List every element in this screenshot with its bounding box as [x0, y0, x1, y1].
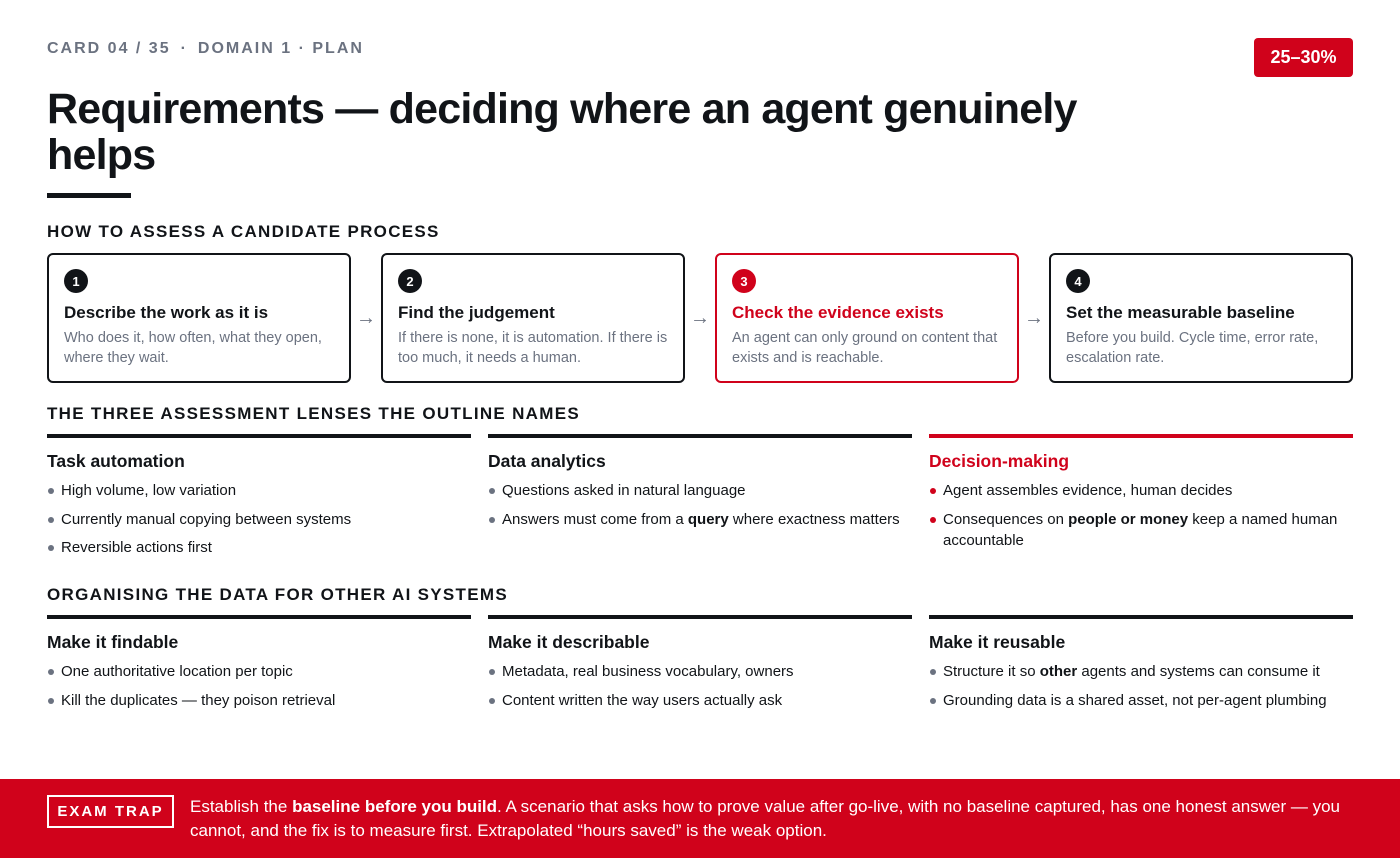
- arrow-right-icon: →: [690, 307, 710, 329]
- step-title: Find the judgement: [398, 303, 555, 322]
- column-title: Make it reusable: [929, 632, 1066, 652]
- text-run: Currently manual copying between systems: [61, 510, 352, 528]
- organise-column: [929, 615, 1353, 718]
- meta-separator: ·: [180, 40, 188, 57]
- arrow-right-icon: →: [356, 307, 376, 329]
- step-number: 2: [398, 269, 422, 293]
- step-card-1: [47, 253, 351, 383]
- text-run: Structure it so: [943, 663, 1040, 680]
- column-title: Make it describable: [488, 632, 650, 652]
- step-description: Before you build. Cycle time, error rate, escalation rate.: [1066, 330, 1319, 366]
- step-number: 4: [1066, 269, 1090, 293]
- list-item: [929, 480, 1353, 501]
- column-title: Decision-making: [929, 451, 1070, 471]
- column-title: Task automation: [47, 451, 185, 471]
- step-description: Who does it, how often, what they open, where they wait.: [64, 330, 322, 366]
- exam-trap-label: EXAM TRAP: [47, 795, 174, 828]
- text-run: One authoritative location per topic: [61, 663, 293, 680]
- text-run: Questions asked in natural language: [502, 482, 746, 499]
- exam-trap-banner: [0, 779, 1400, 858]
- list-item: [488, 480, 912, 501]
- lens-column: [47, 434, 471, 566]
- list-item: [488, 690, 912, 711]
- list-item: [929, 690, 1353, 711]
- emphasis-text: other: [1039, 663, 1078, 680]
- step-number: 1: [64, 269, 88, 293]
- assessment-steps: [47, 253, 1353, 383]
- text-run: keep a named human accountable: [943, 510, 1338, 549]
- step-title: Describe the work as it is: [64, 303, 269, 322]
- text-run: Metadata, real business vocabulary, owners: [502, 663, 794, 680]
- lens-column: [929, 434, 1353, 558]
- organise-column: [47, 615, 471, 718]
- organise-column: [488, 615, 912, 718]
- title-underline: [47, 193, 131, 198]
- lenses-heading: THE THREE ASSESSMENT LENSES THE OUTLINE NAMES: [47, 404, 580, 423]
- step-description: If there is none, it is automation. If there is too much, it needs a human.: [398, 330, 668, 366]
- domain-label: DOMAIN 1 · PLAN: [197, 40, 364, 57]
- list-item: [929, 509, 1353, 551]
- lens-column: [488, 434, 912, 537]
- step-title: Check the evidence exists: [732, 303, 944, 322]
- text-run: Agent assembles evidence, human decides: [943, 482, 1233, 499]
- step-title: Set the measurable baseline: [1066, 303, 1295, 322]
- text-run: Answers must come from a: [502, 510, 688, 528]
- step-card-4: [1049, 253, 1353, 383]
- emphasis-text: people or money: [1068, 510, 1189, 528]
- text-run: Content written the way users actually ask: [502, 691, 783, 709]
- page-title: Requirements — deciding where an agent genuinely helps: [47, 85, 1077, 179]
- bullet-list: [929, 661, 1353, 711]
- list-item: [47, 661, 471, 682]
- text-run: agents and systems can consume it: [1077, 663, 1320, 680]
- weight-badge: 25–30%: [1254, 38, 1353, 77]
- text-run: Kill the duplicates — they poison retrieval: [61, 691, 336, 709]
- text-run: where exactness matters: [728, 510, 900, 528]
- text-run: High volume, low variation: [61, 482, 237, 499]
- text-run: Establish the: [190, 797, 293, 816]
- bullet-list: [929, 480, 1353, 551]
- list-item: [929, 661, 1353, 682]
- emphasis-text: baseline before you build: [292, 797, 498, 816]
- column-title: Make it findable: [47, 632, 179, 652]
- list-item: [488, 661, 912, 682]
- list-item: [47, 480, 471, 501]
- arrow-right-icon: →: [1024, 307, 1044, 329]
- bullet-list: [488, 480, 912, 530]
- card-counter: CARD 04 / 35: [47, 40, 171, 57]
- step-card-3: [715, 253, 1019, 383]
- step-number: 3: [732, 269, 756, 293]
- bullet-list: [47, 480, 471, 558]
- text-run: . A scenario that asks how to prove value after go-live, with no baseline captured, has one honest answer — you cannot, and the fix is to measure first. Extrapolated “hours saved” is the weak option.: [190, 797, 1340, 840]
- column-title: Data analytics: [488, 451, 606, 471]
- bullet-list: [488, 661, 912, 711]
- text-run: Grounding data is a shared asset, not per-agent plumbing: [943, 691, 1327, 709]
- card-meta: [47, 40, 364, 58]
- emphasis-text: query: [687, 510, 729, 528]
- list-item: [47, 509, 471, 530]
- assess-heading: HOW TO ASSESS A CANDIDATE PROCESS: [47, 222, 440, 241]
- list-item: [488, 509, 912, 530]
- list-item: [47, 690, 471, 711]
- step-card-2: [381, 253, 685, 383]
- organise-heading: ORGANISING THE DATA FOR OTHER AI SYSTEMS: [47, 585, 508, 604]
- text-run: Reversible actions first: [61, 539, 212, 556]
- exam-trap-text: [190, 795, 1360, 843]
- step-description: An agent can only ground on content that exists and is reachable.: [732, 330, 998, 366]
- bullet-list: [47, 661, 471, 711]
- text-run: Consequences on: [943, 510, 1069, 528]
- list-item: [47, 537, 471, 558]
